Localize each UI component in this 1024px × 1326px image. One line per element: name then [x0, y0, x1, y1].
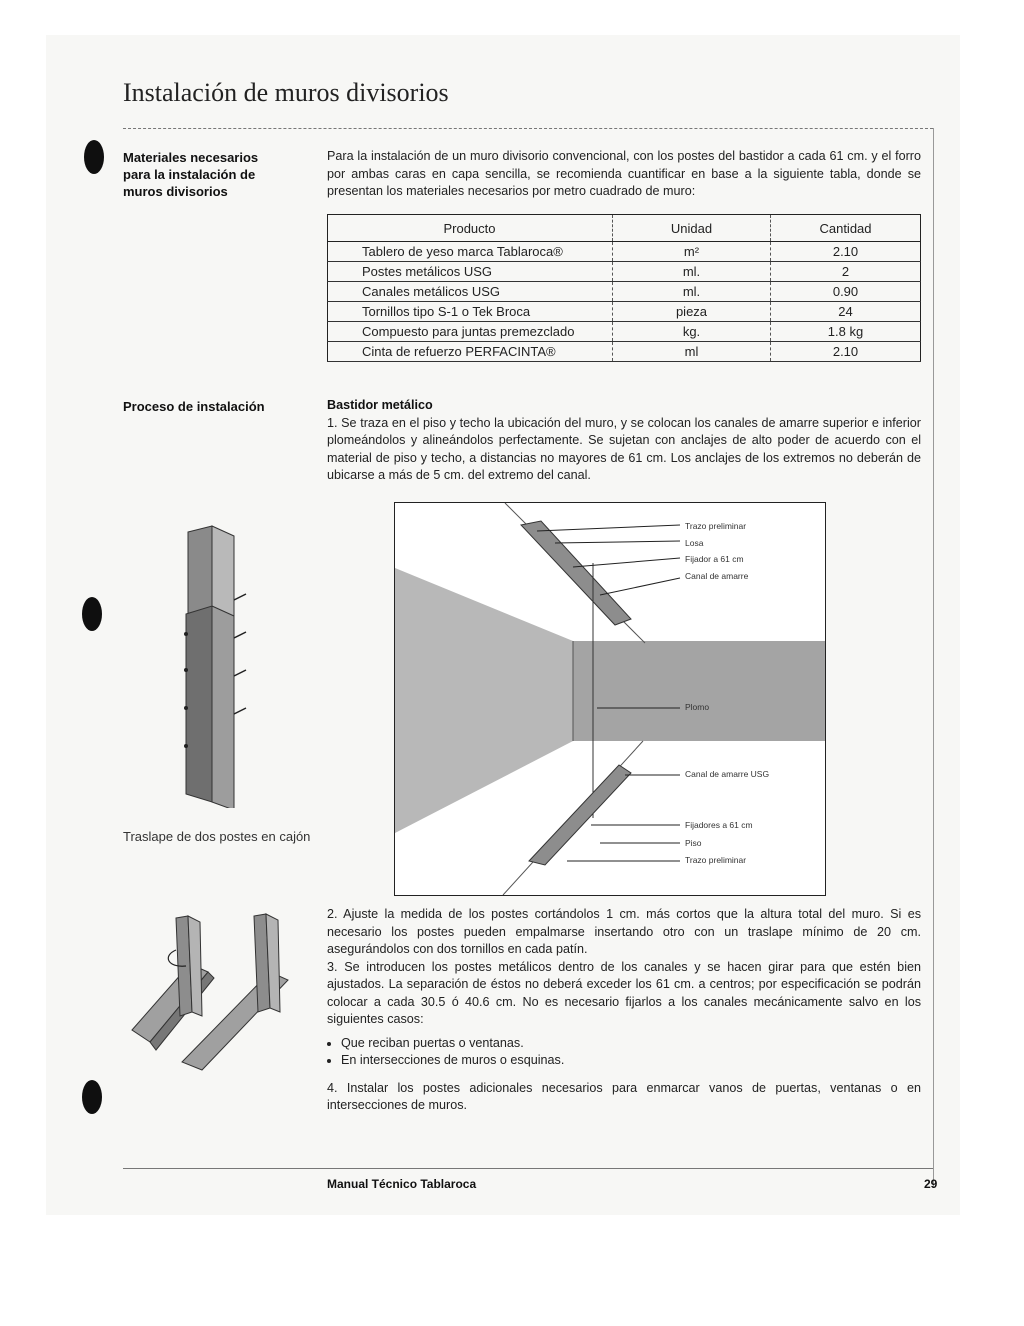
cell-producto: Tablero de yeso marca Tablaroca® [328, 242, 613, 262]
cell-producto: Canales metálicos USG [328, 282, 613, 302]
binder-hole-top [84, 140, 104, 174]
step1-text: 1. Se traza en el piso y techo la ubicación del muro, y se colocan los canales de amarre superior e inferior plomeándolos y alineándolos perfectamente. Se sujetan con anclajes de alto poder de acuerdo con el material de piso y techo, a distancias no mayores de 61 cm. Los anclajes de los extremos no deberán de ubicarse a más de 5 cm. del extremo del canal. [327, 415, 921, 482]
cell-producto: Tornillos tipo S-1 o Tek Broca [328, 302, 613, 322]
cell-producto: Postes metálicos USG [328, 262, 613, 282]
binder-hole-bottom [82, 1080, 102, 1114]
page-border-right [933, 128, 934, 1188]
page-number: 29 [924, 1177, 938, 1191]
steps-block [327, 906, 921, 1115]
cell-cantidad: 0.90 [771, 282, 921, 302]
installation-diagram [394, 502, 826, 896]
step3-text: 3. Se introducen los postes metálicos dentro de los canales y se hacen girar para que estén bien ajustados. La separación de éstos no deberá exceder los 61 cm. a centros; por especificación se podrán colocar a cada 30.5 ó 40.6 cm. No es necesario fijarlos a los canales mecánicamente salvo en los siguientes casos: [327, 959, 921, 1026]
diagram-labels-top [685, 518, 748, 584]
table-row [328, 302, 921, 322]
cell-unidad: ml [613, 342, 771, 362]
overlap-studs-illustration [170, 518, 270, 808]
list-item: • En intersecciones de muros o esquinas. [341, 1052, 921, 1070]
table-row [328, 342, 921, 362]
header-unidad: Unidad [613, 215, 771, 242]
step1-block [327, 397, 921, 485]
materials-table [327, 214, 921, 362]
cell-cantidad: 2.10 [771, 242, 921, 262]
cell-unidad: ml. [613, 282, 771, 302]
process-heading: Proceso de instalación [123, 399, 265, 414]
label-plomo: Plomo [685, 702, 710, 712]
diagram-drawing [395, 503, 825, 895]
page-title: Instalación de muros divisorios [123, 78, 449, 107]
table-header-row [328, 215, 921, 242]
label-fijadores: Fijadores a 61 cm [685, 820, 753, 830]
cell-cantidad: 1.8 kg [771, 322, 921, 342]
materials-intro: Para la instalación de un muro divisorio convencional, con los postes del bastidor a cada 61 cm. y el forro por ambas caras en capa sencilla, se recomienda cuantificar en base a la siguiente tabla, donde se presentan los materiales necesarios por metro cuadrado de muro: [327, 149, 921, 198]
cell-cantidad: 2 [771, 262, 921, 282]
footer-rule [123, 1168, 933, 1169]
overlap-caption: Traslape de dos postes en cajón [123, 829, 311, 844]
header-rule [123, 128, 933, 129]
list-item: • Que reciban puertas o ventanas. [341, 1035, 921, 1053]
diagram-labels-bottom [685, 817, 753, 870]
label-canal-usg: Canal de amarre USG [685, 769, 770, 779]
header-producto: Producto [328, 215, 613, 242]
label-fijador: Fijador a 61 cm [685, 554, 744, 564]
materials-heading: Materiales necesarios para la instalación de muros divisorios [123, 150, 259, 199]
table-row [328, 282, 921, 302]
label-losa: Losa [685, 537, 704, 548]
step4-text: 4. Instalar los postes adicionales necesarios para enmarcar vanos de puertas, ventanas o en intersecciones de muros. [327, 1080, 921, 1112]
binder-hole-middle [82, 597, 102, 631]
footer-title: Manual Técnico Tablaroca [327, 1177, 477, 1191]
bastidor-subheading: Bastidor metálico [327, 398, 433, 412]
label-trazo-preliminar-bottom: Trazo preliminar [685, 855, 747, 865]
label-piso: Piso [685, 837, 702, 848]
studs-in-channels-illustration [130, 912, 310, 1072]
cell-unidad: kg. [613, 322, 771, 342]
step2-text: 2. Ajuste la medida de los postes cortándolos 1 cm. más cortos que la altura total del muro. Si es necesario los postes pueden empalmarse insertando otro con un traslape mínimo de 20 cm. asegurándolos con dos tornillos en cada patín. [327, 907, 921, 956]
cell-producto: Cinta de refuerzo PERFACINTA® [328, 342, 613, 362]
table-row [328, 262, 921, 282]
cell-unidad: m² [613, 242, 771, 262]
label-trazo-preliminar-top: Trazo preliminar [685, 521, 747, 531]
label-canal-de-amarre: Canal de amarre [685, 570, 749, 581]
cell-cantidad: 24 [771, 302, 921, 322]
table-row [328, 322, 921, 342]
cell-unidad: pieza [613, 302, 771, 322]
cases-list [327, 1035, 921, 1070]
header-cantidad: Cantidad [771, 215, 921, 242]
cell-unidad: ml. [613, 262, 771, 282]
cell-producto: Compuesto para juntas premezclado [328, 322, 613, 342]
cell-cantidad: 2.10 [771, 342, 921, 362]
table-row [328, 242, 921, 262]
